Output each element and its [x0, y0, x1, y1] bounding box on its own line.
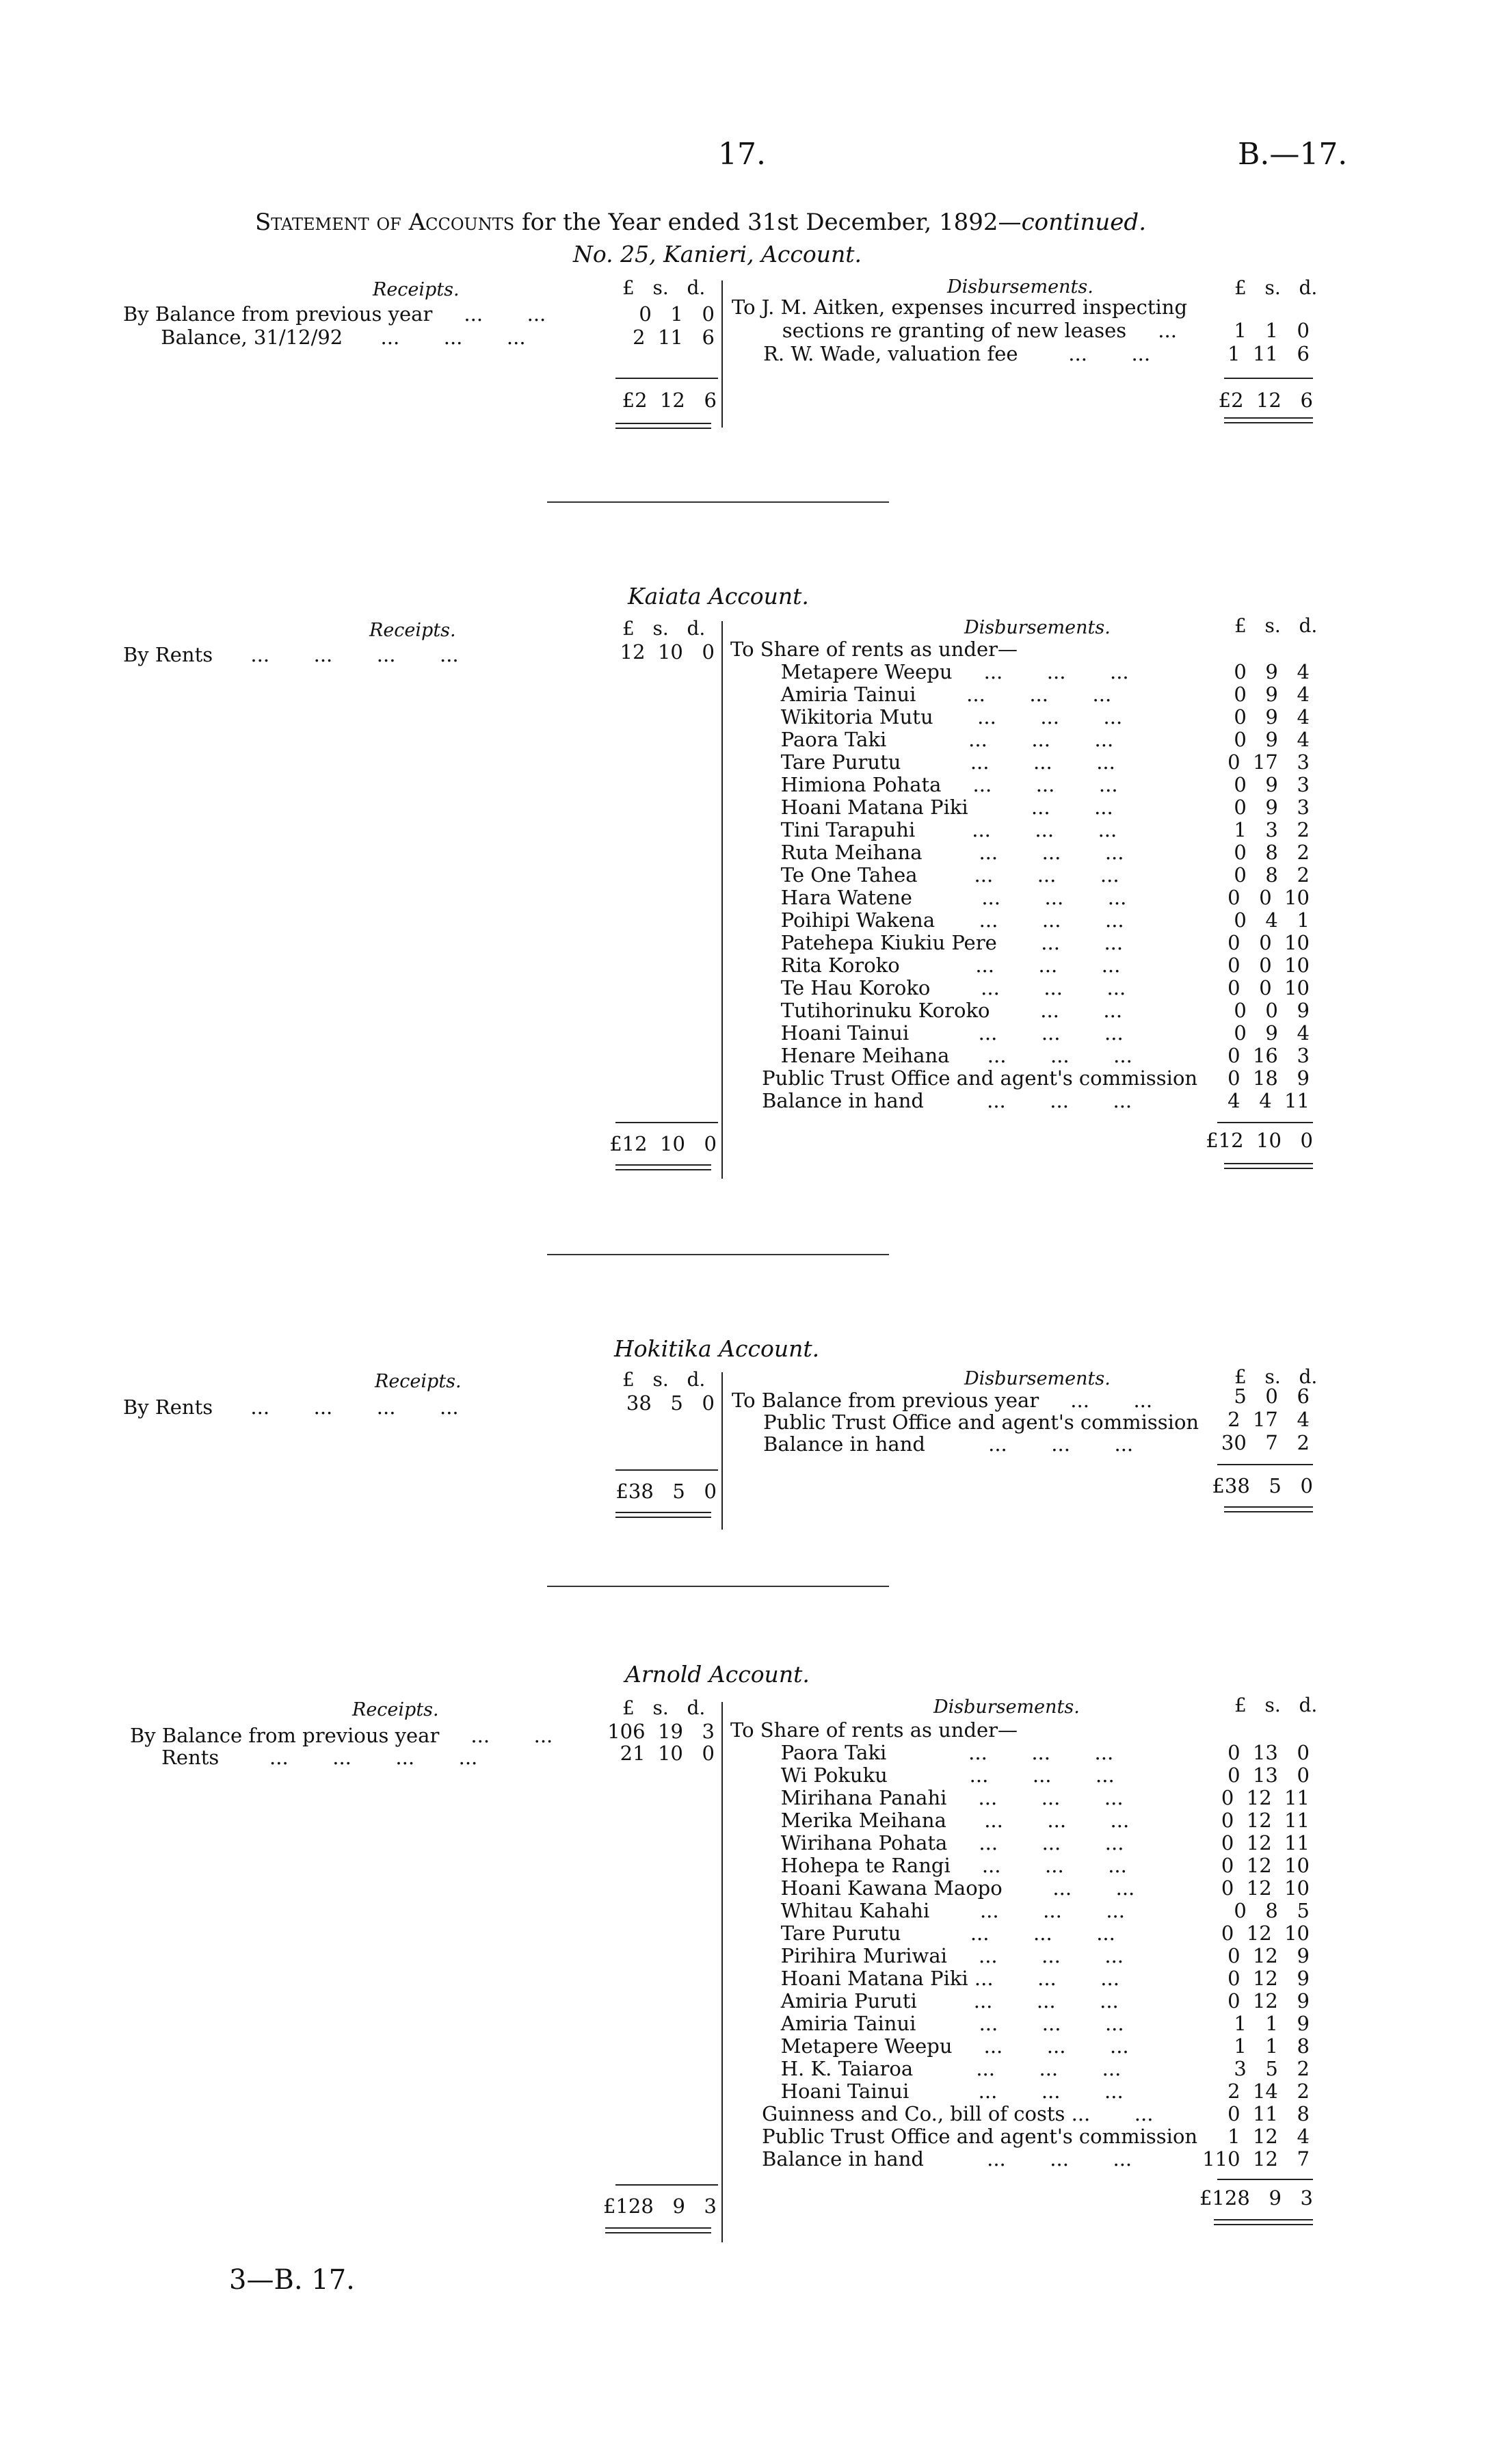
receipts-total: £38 5 0: [615, 1480, 717, 1503]
disbursement-amount: 0 12 9: [1228, 1967, 1310, 1990]
disbursement-amount: 0 11 8: [1228, 2102, 1310, 2125]
disbursement-amount: 3 5 2: [1234, 2057, 1310, 2080]
receipts-lsd-header: £ s. d.: [622, 1696, 706, 1719]
disbursement-line: sections re granting of new leases ...: [732, 319, 1177, 342]
disbursement-amount: 0 9 4: [1234, 728, 1310, 751]
disbursement-amount: 2 14 2: [1228, 2080, 1310, 2103]
column-divider: [721, 280, 723, 428]
disbursement-amount: 0 17 3: [1228, 750, 1310, 774]
disbursement-line: Balance in hand ... ... ...: [730, 1089, 1132, 1112]
disbursement-amount: 0 9 4: [1234, 660, 1310, 683]
receipt-line: By Rents ... ... ... ...: [123, 643, 459, 666]
disbursement-amount: 1 11 6: [1228, 342, 1310, 365]
receipts-header: Receipts.: [369, 620, 456, 641]
disbursement-amount: 0 9 3: [1234, 773, 1310, 796]
total-double-rule: [615, 1169, 711, 1170]
disbursement-line: Ruta Meihana ... ... ...: [730, 841, 1124, 864]
disbursement-line: Public Trust Office and agent's commission: [730, 1066, 1198, 1090]
disbursement-amount: 0 0 10: [1228, 976, 1310, 999]
disbursement-amount: 0 4 1: [1234, 908, 1310, 932]
disbursement-line: To Share of rents as under—: [730, 1718, 1018, 1742]
disbursements-total: £2 12 6: [1218, 389, 1313, 412]
account-title: Hokitika Account.: [614, 1335, 820, 1362]
total-double-rule: [1224, 417, 1313, 419]
page-footer: 3—B. 17.: [229, 2264, 355, 2296]
disbursement-line: Himiona Pohata ... ... ...: [730, 773, 1118, 796]
total-double-rule: [1224, 1506, 1313, 1508]
receipts-lsd-header: £ s. d.: [622, 276, 706, 299]
disbursement-line: Amiria Tainui ... ... ...: [730, 2012, 1124, 2035]
disbursement-line: Patehepa Kiukiu Pere ... ...: [730, 931, 1124, 954]
disbursement-line: Wirihana Pohata ... ... ...: [730, 1831, 1124, 1854]
title-main: for the Year ended 31st December, 1892—: [514, 209, 1022, 236]
account-title: Arnold Account.: [625, 1661, 810, 1688]
disbursement-line: Balance in hand ... ... ...: [732, 1432, 1134, 1456]
disbursement-line: Paora Taki ... ... ...: [730, 728, 1114, 751]
account-title: No. 25, Kanieri, Account.: [573, 241, 862, 267]
disbursement-amount: 0 12 10: [1221, 1922, 1310, 1945]
disbursement-amount: 0 0 10: [1228, 931, 1310, 954]
disbursement-line: Tutihorinuku Koroko ... ...: [730, 999, 1123, 1022]
receipt-amount: 21 10 0: [620, 1742, 715, 1765]
disbursements-header: Disbursements.: [964, 1368, 1111, 1389]
disbursement-amount: 110 12 7: [1202, 2147, 1310, 2171]
disbursement-amount: 1 12 4: [1228, 2125, 1310, 2148]
disbursement-amount: 0 8 2: [1234, 841, 1310, 864]
disbursement-line: Hoani Matana Piki ... ... ...: [730, 1967, 1119, 1990]
sum-rule: [1217, 1122, 1313, 1123]
receipt-line: By Rents ... ... ... ...: [123, 1395, 459, 1419]
disbursements-total: £128 9 3: [1199, 2186, 1313, 2210]
section-separator: [547, 1254, 889, 1255]
total-double-rule: [615, 1512, 711, 1513]
disbursement-amount: 2 17 4: [1228, 1408, 1310, 1431]
disbursement-amount: 1 1 8: [1234, 2034, 1310, 2058]
total-double-rule: [605, 2227, 711, 2229]
column-divider: [721, 1702, 723, 2242]
disbursement-amount: 0 8 2: [1234, 863, 1310, 887]
disbursements-lsd-header: £ s. d.: [1234, 614, 1318, 637]
disbursement-line: Henare Meihana ... ... ...: [730, 1044, 1132, 1067]
disbursement-line: Merika Meihana ... ... ...: [730, 1809, 1130, 1832]
receipt-amount: 106 19 3: [607, 1720, 715, 1743]
statement-title: [255, 209, 1146, 236]
disbursement-line: Te Hau Koroko ... ... ...: [730, 976, 1126, 999]
sum-rule: [1217, 2179, 1313, 2180]
disbursement-line: Hoani Matana Piki ... ...: [730, 796, 1113, 819]
disbursement-line: Public Trust Office and agent's commission: [730, 2125, 1198, 2148]
disbursement-amount: 0 0 9: [1234, 999, 1310, 1022]
column-divider: [721, 1372, 723, 1530]
total-double-rule: [605, 2232, 711, 2233]
disbursement-amount: 0 12 10: [1221, 1876, 1310, 1900]
receipts-header: Receipts.: [375, 1371, 462, 1392]
receipt-amount: 38 5 0: [626, 1391, 715, 1415]
disbursement-amount: 30 7 2: [1221, 1431, 1310, 1454]
disbursement-line: To Balance from previous year ... ...: [732, 1389, 1153, 1412]
disbursement-line: Hoani Tainui ... ... ...: [730, 2080, 1124, 2103]
receipts-header: Receipts.: [373, 279, 460, 300]
disbursements-lsd-header: £ s. d.: [1234, 1365, 1318, 1388]
disbursement-amount: 0 0 10: [1228, 954, 1310, 977]
disbursement-line: Amiria Tainui ... ... ...: [730, 683, 1112, 706]
disbursement-amount: 0 18 9: [1228, 1066, 1310, 1090]
disbursement-amount: 0 12 9: [1228, 1944, 1310, 1967]
receipt-amount: 0 1 0: [639, 302, 715, 326]
disbursements-header: Disbursements.: [933, 1696, 1080, 1718]
disbursement-line: Hoani Tainui ... ... ...: [730, 1021, 1124, 1045]
total-double-rule: [615, 1517, 711, 1518]
title-prefix: Statement of Accounts: [255, 209, 515, 236]
receipt-line: By Balance from previous year ... ...: [123, 302, 546, 326]
disbursement-line: Public Trust Office and agent's commission: [732, 1411, 1199, 1434]
disbursement-line: Paora Taki ... ... ...: [730, 1741, 1114, 1764]
receipt-line: Rents ... ... ... ...: [130, 1746, 478, 1769]
total-double-rule: [615, 428, 711, 429]
disbursements-lsd-header: £ s. d.: [1234, 1694, 1318, 1716]
disbursement-line: Tini Tarapuhi ... ... ...: [730, 818, 1117, 841]
disbursements-total: £12 10 0: [1206, 1129, 1313, 1152]
disbursement-amount: 0 16 3: [1228, 1044, 1310, 1067]
section-separator: [547, 501, 889, 503]
disbursement-line: Whitau Kahahi ... ... ...: [730, 1899, 1125, 1922]
disbursement-amount: 0 12 9: [1228, 1989, 1310, 2013]
disbursement-line: Pirihira Muriwai ... ... ...: [730, 1944, 1124, 1967]
disbursement-amount: 0 8 5: [1234, 1899, 1310, 1922]
total-double-rule: [1214, 2224, 1313, 2225]
disbursements-header: Disbursements.: [964, 617, 1111, 638]
sum-rule: [615, 1469, 718, 1471]
disbursement-amount: 0 12 11: [1221, 1786, 1310, 1809]
receipts-total: £2 12 6: [622, 389, 717, 412]
receipt-amount: 2 11 6: [633, 326, 715, 349]
disbursement-amount: 4 4 11: [1228, 1089, 1310, 1112]
disbursement-line: Tare Purutu ... ... ...: [730, 750, 1115, 774]
receipts-lsd-header: £ s. d.: [622, 1368, 706, 1391]
disbursements-lsd-header: £ s. d.: [1234, 276, 1318, 299]
disbursement-amount: 0 9 4: [1234, 705, 1310, 729]
disbursement-line: H. K. Taiaroa ... ... ...: [730, 2057, 1122, 2080]
receipt-line: Balance, 31/12/92 ... ... ...: [123, 326, 526, 349]
receipts-total: £128 9 3: [602, 2194, 717, 2218]
sum-rule: [615, 2184, 718, 2186]
disbursement-line: Wikitoria Mutu ... ... ...: [730, 705, 1123, 729]
disbursement-amount: 5 0 6: [1234, 1385, 1310, 1408]
disbursement-amount: 0 13 0: [1228, 1741, 1310, 1764]
page-number: 17.: [718, 137, 766, 172]
total-double-rule: [1214, 2219, 1313, 2220]
disbursement-amount: 0 13 0: [1228, 1764, 1310, 1787]
disbursement-line: Poihipi Wakena ... ... ...: [730, 908, 1124, 932]
disbursement-amount: 0 0 10: [1228, 886, 1310, 909]
disbursement-line: Wi Pokuku ... ... ...: [730, 1764, 1115, 1787]
disbursement-line: Hohepa te Rangi ... ... ...: [730, 1854, 1127, 1877]
disbursement-line: Te One Tahea ... ... ...: [730, 863, 1119, 887]
disbursement-amount: 0 9 4: [1234, 683, 1310, 706]
disbursement-amount: 1 1 0: [1234, 319, 1310, 342]
disbursement-line: Metapere Weepu ... ... ...: [730, 660, 1129, 683]
total-double-rule: [1224, 1168, 1313, 1169]
disbursement-line: To J. M. Aitken, expenses incurred inspecting: [732, 296, 1188, 319]
receipt-line: By Balance from previous year ... ...: [130, 1724, 553, 1747]
column-divider: [721, 621, 723, 1179]
total-double-rule: [1224, 1511, 1313, 1512]
disbursement-amount: 1 1 9: [1234, 2012, 1310, 2035]
sum-rule: [615, 378, 718, 379]
disbursement-line: Metapere Weepu ... ... ...: [730, 2034, 1129, 2058]
title-suffix: continued.: [1021, 209, 1146, 236]
disbursement-line: Balance in hand ... ... ...: [730, 2147, 1132, 2171]
sum-rule: [615, 1122, 718, 1123]
receipts-lsd-header: £ s. d.: [622, 617, 706, 640]
disbursement-amount: 0 9 3: [1234, 796, 1310, 819]
total-double-rule: [615, 1164, 711, 1166]
total-double-rule: [1224, 422, 1313, 423]
disbursement-line: To Share of rents as under—: [730, 638, 1018, 661]
sum-rule: [1217, 1464, 1313, 1465]
receipts-total: £12 10 0: [609, 1132, 717, 1155]
disbursement-line: R. W. Wade, valuation fee ... ...: [732, 342, 1151, 365]
receipt-amount: 12 10 0: [620, 640, 715, 664]
disbursement-line: Hoani Kawana Maopo ... ...: [730, 1876, 1135, 1900]
sum-rule: [1224, 378, 1313, 379]
disbursement-line: Mirihana Panahi ... ... ...: [730, 1786, 1124, 1809]
disbursement-line: Hara Watene ... ... ...: [730, 886, 1127, 909]
disbursement-amount: 1 3 2: [1234, 818, 1310, 841]
receipts-header: Receipts.: [352, 1699, 439, 1720]
disbursement-line: Tare Purutu ... ... ...: [730, 1922, 1115, 1945]
total-double-rule: [1224, 1163, 1313, 1164]
disbursement-line: Guinness and Co., bill of costs ... ...: [730, 2102, 1154, 2125]
disbursement-amount: 0 9 4: [1234, 1021, 1310, 1045]
section-separator: [547, 1586, 889, 1587]
disbursement-line: Rita Koroko ... ... ...: [730, 954, 1121, 977]
account-title: Kaiata Account.: [628, 583, 809, 610]
disbursement-line: Amiria Puruti ... ... ...: [730, 1989, 1119, 2013]
disbursements-total: £38 5 0: [1212, 1474, 1313, 1497]
disbursement-amount: 0 12 10: [1221, 1854, 1310, 1877]
disbursement-amount: 0 12 11: [1221, 1809, 1310, 1832]
disbursement-amount: 0 12 11: [1221, 1831, 1310, 1854]
disbursements-header: Disbursements.: [947, 276, 1093, 298]
total-double-rule: [615, 423, 711, 424]
page-reference: B.—17.: [1238, 137, 1348, 172]
